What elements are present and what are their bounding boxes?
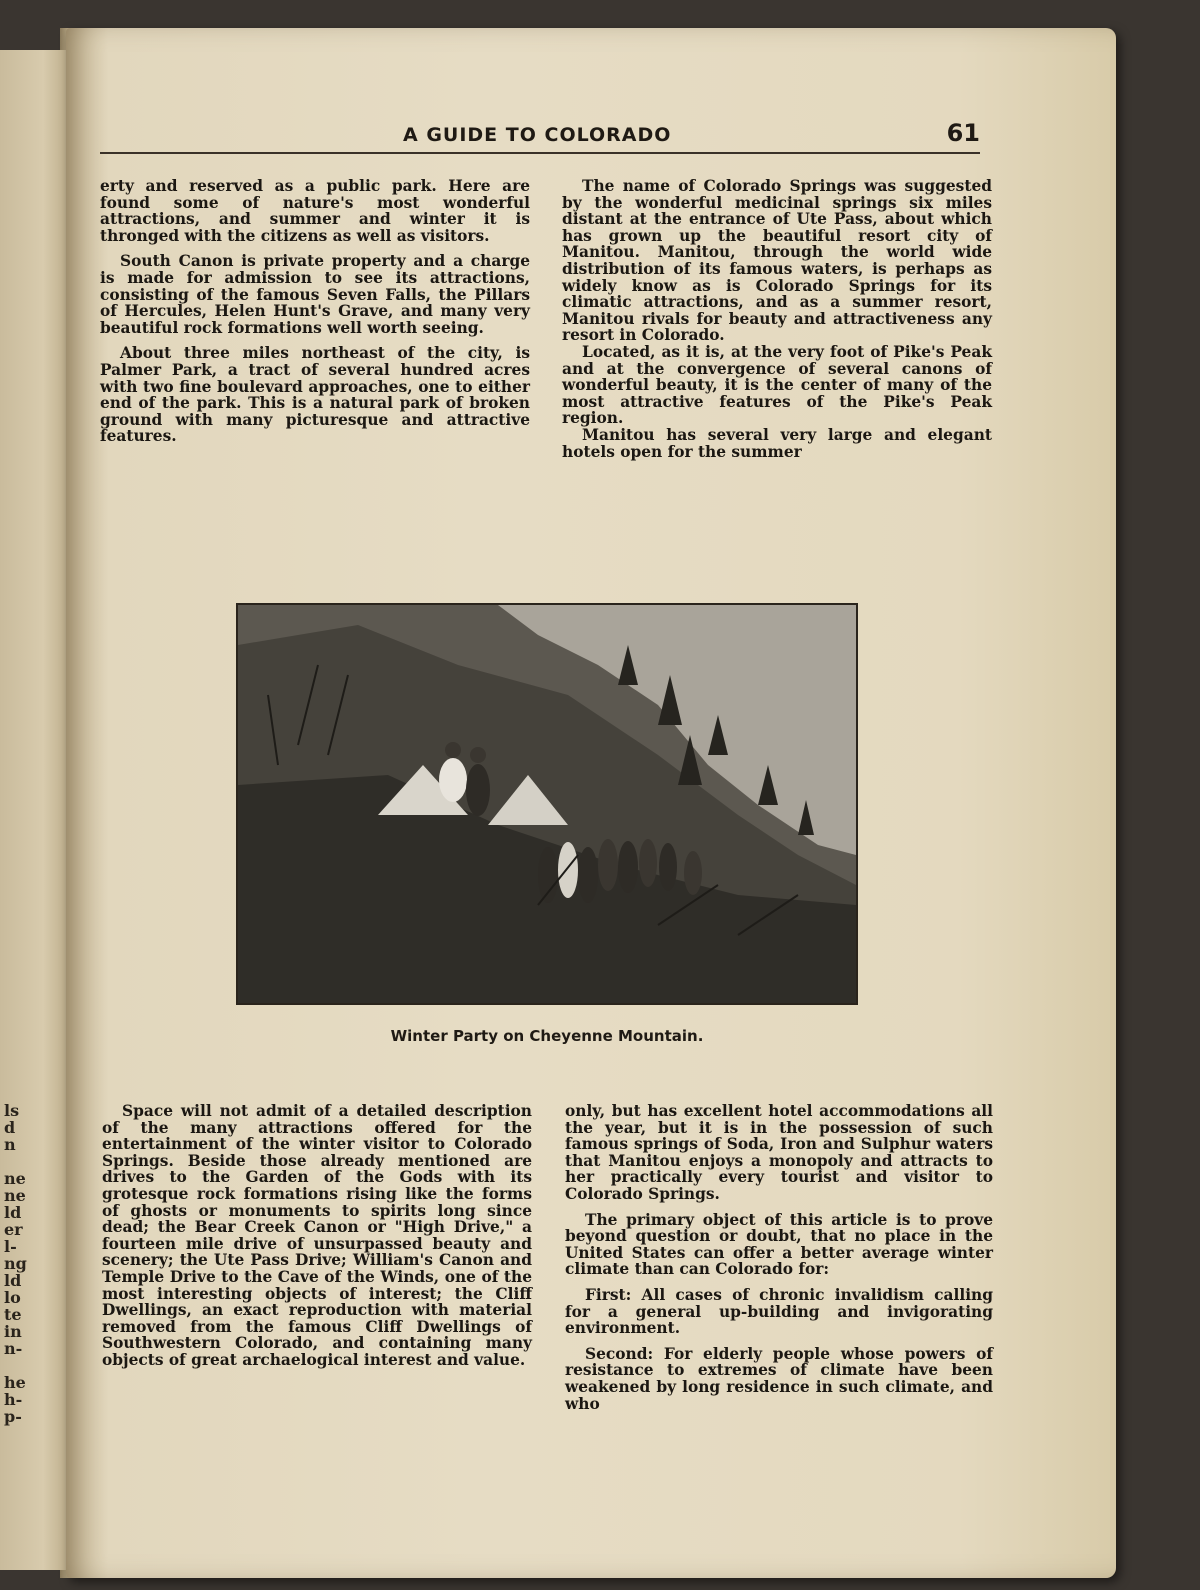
left-fragment: ng xyxy=(4,1254,27,1273)
left-page-edge xyxy=(0,50,72,1570)
left-fragment: in xyxy=(4,1322,22,1341)
left-fragment: ne xyxy=(4,1186,26,1205)
left-fragment: ls xyxy=(4,1101,20,1120)
photo-caption: Winter Party on Cheyenne Mountain. xyxy=(390,1027,704,1045)
left-fragment: te xyxy=(4,1305,22,1324)
page-number: 61 xyxy=(946,119,980,147)
left-fragment: h- xyxy=(4,1390,23,1409)
left-fragment: lo xyxy=(4,1288,21,1307)
left-fragment xyxy=(4,1357,34,1374)
left-fragment: he xyxy=(4,1373,26,1392)
left-fragment: ld xyxy=(4,1271,22,1290)
paragraph: The name of Colorado Springs was suggested by the wonderful medicinal springs six miles distant at the entrance of Ute Pass, about which has grown up the beautiful resort city of Manitou. Manitou, through the world wide distribution of its famous waters, is perhaps as widely know as is Colorado Springs for its climatic attractions, and as a summer resort, Manitou rivals for beauty and attractiveness any resort in Colorado. xyxy=(562,177,992,345)
paragraph: Space will not admit of a detailed description of the many attractions offered for the entertainment of the winter visitor to Colorado Springs. Beside those already mentioned are drives to the Garden of the Gods with its grotesque rock formations rising like the forms of ghosts or monuments to spirits long since dead; the Bear Creek Canon or "High Drive," a fourteen mile drive of unsurpassed beauty and scenery; the Ute Pass Drive; William's Canon and Temple Drive to the Cave of the Winds, one of the most interesting objects of interest; the Cliff Dwellings, an exact reproduction with material removed from the famous Cliff Dwellings of Southwestern Colorado, and containing many objects of great archaelogical interest and value. xyxy=(102,1102,532,1369)
mountain-photo-illustration xyxy=(238,605,856,1003)
paragraph: Manitou has several very large and elegant hotels open for the summer xyxy=(562,425,992,461)
paragraph: First: All cases of chronic invalidism calling for a general up-building and invigorating environment. xyxy=(565,1285,993,1338)
left-fragment: p- xyxy=(4,1407,22,1426)
paragraph: South Canon is private property and a charge is made for admission to see its attractions, consisting of the famous Seven Falls, the Pillars of Hercules, Helen Hunt's Grave, and many very beautiful rock formations well worth seeing. xyxy=(100,252,530,337)
left-fragment: er xyxy=(4,1220,23,1239)
running-header xyxy=(100,120,980,154)
left-fragment: ld xyxy=(4,1203,22,1222)
paragraph: Located, as it is, at the very foot of Pike's Peak and at the convergence of several canons of wonderful beauty, it is the center of many of the most attractive features of the Pike's Peak region. xyxy=(562,342,992,428)
paragraph: only, but has excellent hotel accommodations all the year, but it is in the possession of such famous springs of Soda, Iron and Sulphur waters that Manitou enjoys a monopoly and attracts to her practically every tourist and visitor to Colorado Springs. xyxy=(565,1102,993,1203)
left-fragment: l- xyxy=(4,1237,17,1256)
column-bottom-left xyxy=(102,1103,532,1378)
column-bottom-right xyxy=(565,1103,993,1421)
left-fragment: n xyxy=(4,1135,16,1154)
left-fragment: n- xyxy=(4,1339,23,1358)
left-fragment: ne xyxy=(4,1169,26,1188)
paragraph: Second: For elderly people whose powers of resistance to extremes of climate have been weakened by long residence in such climate, and who xyxy=(565,1344,993,1413)
paragraph: erty and reserved as a public park. Here are found some of nature's most wonderful attractions, and summer and winter it is thronged with the citizens as well as visitors. xyxy=(100,177,530,245)
photograph xyxy=(236,603,858,1005)
left-page-fragments xyxy=(4,1102,34,1425)
paragraph: About three miles northeast of the city, is Palmer Park, a tract of several hundred acres with two fine boulevard approaches, one to either end of the park. This is a natural park of broken ground with many picturesque and attractive features. xyxy=(100,344,530,446)
page-title: A GUIDE TO COLORADO xyxy=(403,124,672,146)
left-fragment xyxy=(4,1153,34,1170)
column-top-right xyxy=(562,178,992,460)
left-fragment: d xyxy=(4,1118,16,1137)
column-top-left xyxy=(100,178,530,454)
paragraph: The primary object of this article is to prove beyond question or doubt, that no place in the United States can offer a better average winter climate than can Colorado for: xyxy=(565,1210,993,1279)
